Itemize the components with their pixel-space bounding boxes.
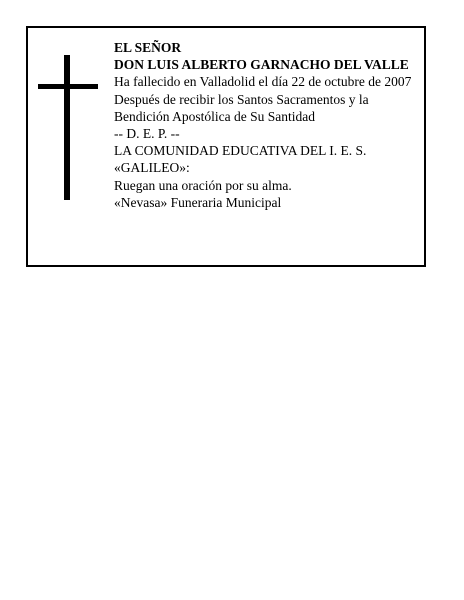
death-statement: Ha fallecido en Valladolid el día 22 de octubre de 2007 (114, 74, 412, 90)
notice-title-line-1: EL SEÑOR (114, 40, 182, 55)
deceased-name: DON LUIS ALBERTO GARNACHO DEL VALLE (114, 57, 409, 73)
obituary-notice (26, 26, 426, 267)
notice-text (114, 39, 424, 211)
cross-icon (38, 55, 98, 200)
blessing-line: Bendición Apostólica de Su Santidad (114, 108, 315, 124)
funeral-home-line: «Nevasa» Funeraria Municipal (114, 194, 282, 210)
community-line: LA COMUNIDAD EDUCATIVA DEL I. E. S. (114, 143, 367, 159)
prayer-request-line: Ruegan una oración por su alma. (114, 177, 292, 193)
cross-horizontal-bar (38, 84, 98, 89)
rip-line: -- D. E. P. -- (114, 126, 180, 142)
sacraments-line: Después de recibir los Santos Sacramentos y la (114, 91, 369, 107)
cross-vertical-bar (64, 55, 70, 200)
school-name-line: «GALILEO»: (114, 160, 190, 176)
